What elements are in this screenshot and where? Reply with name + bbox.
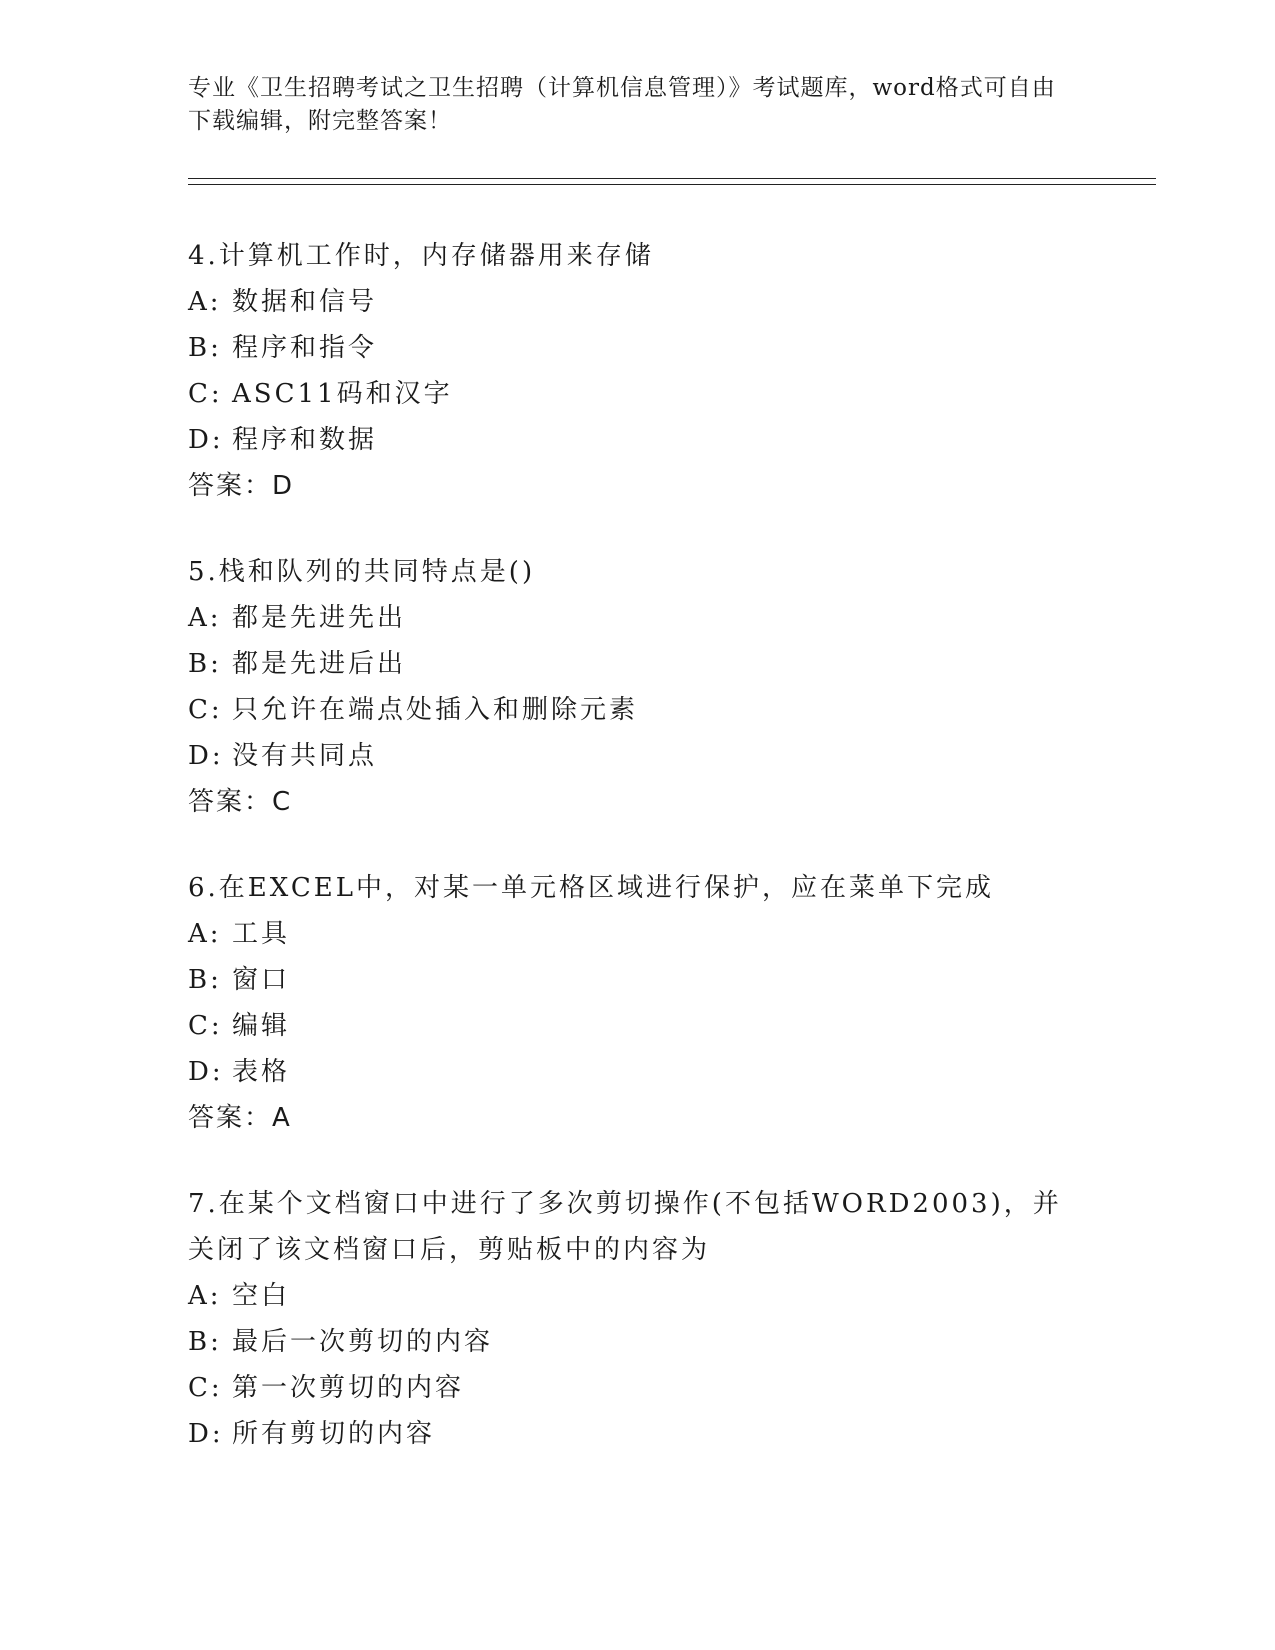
option-b (188, 957, 1128, 1003)
option-a (188, 595, 1128, 641)
option-d (188, 417, 1128, 463)
option-text: 表格 (232, 1057, 291, 1087)
option-text: 都是先进后出 (232, 649, 407, 679)
option-a (188, 1273, 1068, 1319)
question-stem: 4.计算机工作时，内存储器用来存储 (188, 241, 654, 271)
option-letter: B: (188, 333, 222, 363)
option-letter: C: (188, 1373, 223, 1403)
option-c (188, 1365, 1068, 1411)
option-a (188, 279, 1128, 325)
option-text: ASC11码和汉字 (232, 379, 453, 409)
option-text: 编辑 (232, 1011, 291, 1041)
option-text: 数据和信号 (232, 287, 378, 317)
option-a (188, 911, 1128, 957)
option-d (188, 1049, 1128, 1095)
option-text: 只允许在端点处插入和删除元素 (232, 695, 639, 725)
option-b (188, 641, 1128, 687)
option-letter: B: (188, 965, 222, 995)
question-block (188, 1181, 1068, 1457)
option-letter: D: (188, 741, 224, 771)
option-letter: D: (188, 1419, 224, 1449)
option-letter: D: (188, 425, 224, 455)
option-text: 最后一次剪切的内容 (232, 1327, 494, 1357)
option-d (188, 1411, 1068, 1457)
question-stem: 7.在某个文档窗口中进行了多次剪切操作(不包括WORD2003)，并关闭了该文档窗口后，剪贴板中的内容为 (188, 1189, 1062, 1265)
option-text: 程序和数据 (232, 425, 378, 455)
question-block (188, 865, 1128, 1141)
option-letter: A: (188, 919, 222, 949)
option-text: 空白 (232, 1281, 291, 1311)
option-text: 第一次剪切的内容 (232, 1373, 465, 1403)
option-letter: A: (188, 287, 222, 317)
option-letter: B: (188, 649, 222, 679)
question-block (188, 233, 1128, 509)
option-letter: B: (188, 1327, 222, 1357)
option-b (188, 1319, 1068, 1365)
answer-line: 答案：A (188, 1103, 292, 1133)
option-text: 都是先进先出 (232, 603, 407, 633)
header-divider-bottom (188, 184, 1156, 185)
question-stem: 6.在EXCEL中，对某一单元格区域进行保护，应在菜单下完成 (188, 873, 994, 903)
question-stem: 5.栈和队列的共同特点是() (188, 557, 536, 587)
answer-line: 答案：D (188, 471, 295, 501)
option-text: 没有共同点 (232, 741, 378, 771)
option-d (188, 733, 1128, 779)
option-letter: A: (188, 1281, 222, 1311)
answer-line: 答案：C (188, 787, 293, 817)
option-letter: A: (188, 603, 222, 633)
header-divider-top (188, 178, 1156, 179)
option-letter: C: (188, 695, 223, 725)
option-b (188, 325, 1128, 371)
option-c (188, 371, 1128, 417)
document-intro: 专业《卫生招聘考试之卫生招聘（计算机信息管理）》考试题库，word格式可自由下载编辑，附完整答案！ (188, 75, 1056, 134)
option-text: 所有剪切的内容 (232, 1419, 436, 1449)
option-letter: C: (188, 379, 223, 409)
question-block (188, 549, 1128, 825)
option-letter: D: (188, 1057, 224, 1087)
option-text: 窗口 (232, 965, 291, 995)
option-c (188, 687, 1128, 733)
option-text: 工具 (232, 919, 291, 949)
option-letter: C: (188, 1011, 223, 1041)
option-c (188, 1003, 1128, 1049)
option-text: 程序和指令 (232, 333, 378, 363)
